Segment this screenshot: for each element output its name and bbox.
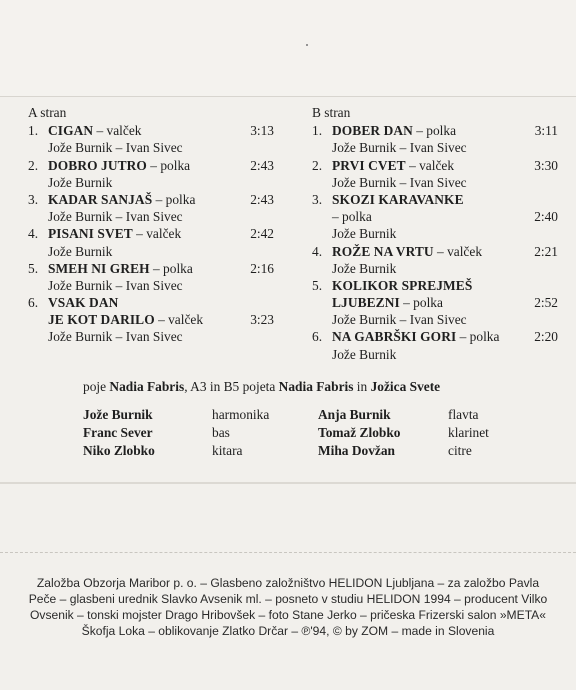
divider [0, 482, 576, 484]
track-number: 2. [28, 157, 39, 173]
track-credit: Jože Burnik – Ivan Sivec [48, 329, 183, 345]
track-number: 5. [28, 260, 39, 276]
track-title [332, 328, 499, 345]
musician-instrument: kitara [212, 443, 243, 458]
vocalist-name: Jožica Svete [370, 379, 441, 394]
musician-instrument: flavta [448, 407, 479, 422]
track-credit-row [28, 208, 278, 225]
track-duration: 2:52 [534, 295, 558, 311]
footer-line: Ovsenik – tonski mojster Drago Hribovšek – foto Stane Jerko – pričeska Frizerski salon »META« [30, 608, 546, 622]
musician-instrument: bas [212, 425, 230, 440]
track-title-row [312, 191, 562, 208]
song-name: DOBRO JUTRO [48, 157, 147, 173]
track-credit-row [312, 225, 562, 242]
track-entry [28, 225, 278, 259]
side-a-title: A stran [28, 105, 67, 120]
song-genre: – valček [405, 157, 455, 173]
track-title [332, 277, 472, 294]
footer-line: Založba Obzorja Maribor p. o. – Glasbeno založništvo HELIDON Ljubljana – za založbo Pavla [36, 576, 540, 590]
track-title-row [28, 311, 278, 328]
side-b-tracklist [312, 104, 562, 363]
track-entry [312, 328, 562, 362]
song-genre: – valček [132, 226, 182, 242]
footer-line: Škofja Loka – oblikovanje Zlatko Drčar – ℗'94, © by ZOM – made in Slovenia [81, 624, 495, 638]
track-number: 6. [312, 329, 323, 345]
track-credit: Jože Burnik [332, 260, 397, 276]
track-number: 2. [312, 157, 323, 173]
track-credit-row [312, 174, 562, 191]
track-title-row [312, 243, 562, 260]
track-duration: 3:11 [534, 123, 558, 139]
track-credit: Jože Burnik [48, 243, 113, 259]
track-entry [312, 122, 562, 156]
track-credit: Jože Burnik – Ivan Sivec [48, 209, 183, 225]
track-credit: Jože Burnik – Ivan Sivec [48, 140, 183, 156]
song-name: PISANI SVET [48, 226, 133, 242]
track-title [332, 208, 372, 225]
track-credit-row [312, 346, 562, 363]
track-title-row [312, 328, 562, 345]
track-credit-row [312, 311, 562, 328]
track-title [332, 243, 482, 260]
musician-instrument: citre [448, 443, 472, 458]
dust-speck [306, 44, 308, 46]
track-title [332, 294, 443, 311]
track-duration: 3:13 [250, 123, 274, 139]
track-credit: Jože Burnik – Ivan Sivec [48, 277, 183, 293]
track-title-row [28, 157, 278, 174]
song-genre: – polka [149, 260, 193, 276]
song-name: DOBER DAN [332, 123, 413, 139]
track-title-row [28, 191, 278, 208]
track-duration: 2:20 [534, 329, 558, 345]
track-duration: 2:43 [250, 157, 274, 173]
song-name: SKOZI KARAVANKE [332, 191, 464, 207]
track-number: 4. [312, 243, 323, 259]
track-title-row [312, 122, 562, 139]
track-title-row [28, 225, 278, 242]
track-credit: Jože Burnik [332, 226, 397, 242]
track-title-row [312, 277, 562, 294]
musician-name: Miha Dovžan [318, 443, 395, 458]
track-number: 3. [312, 191, 323, 207]
song-name: VSAK DAN [48, 295, 119, 311]
track-credit-row [28, 243, 278, 260]
track-duration: 2:21 [534, 243, 558, 259]
track-title [48, 260, 193, 277]
track-duration: 2:16 [250, 260, 274, 276]
track-title-row [312, 294, 562, 311]
song-genre: – valček [433, 243, 483, 259]
track-entry [312, 277, 562, 329]
song-genre: – polka [152, 191, 196, 207]
blank-top-panel [0, 0, 576, 96]
song-name: NA GABRŠKI GORI [332, 329, 457, 345]
track-duration: 2:40 [534, 209, 558, 225]
track-entry [28, 294, 278, 346]
track-credit-row [28, 174, 278, 191]
track-entry [312, 157, 562, 191]
track-number: 4. [28, 226, 39, 242]
vocalist-name: Nadia Fabris [278, 379, 354, 394]
track-number: 1. [312, 123, 323, 139]
track-entry [28, 191, 278, 225]
vocalists-mid: , A3 in B5 pojeta [184, 379, 279, 394]
track-title [48, 191, 195, 208]
track-number: 6. [28, 295, 39, 311]
track-title [332, 122, 456, 139]
track-duration: 2:43 [250, 191, 274, 207]
song-name: LJUBEZNI [332, 295, 400, 311]
musician-name: Tomaž Zlobko [318, 425, 401, 440]
side-a-tracklist [28, 104, 278, 346]
track-credit: Jože Burnik – Ivan Sivec [332, 312, 467, 328]
vocalists-line [83, 379, 563, 395]
track-title-row [28, 294, 278, 311]
track-title [48, 122, 141, 139]
song-genre: – polka [456, 329, 500, 345]
track-credit: Jože Burnik [48, 174, 113, 190]
track-entry [28, 260, 278, 294]
track-credit: Jože Burnik – Ivan Sivec [332, 174, 467, 190]
track-title [48, 157, 190, 174]
side-a-tracks [28, 122, 278, 345]
song-genre: – valček [154, 312, 204, 328]
credits-footer [20, 575, 556, 639]
track-credit-row [28, 277, 278, 294]
song-genre: – valček [93, 123, 142, 139]
song-genre: – polka [412, 123, 457, 139]
footer-line: Peče – glasbeni urednik Slavko Avsenik ml. – posneto v studiu HELIDON 1994 – producent Vilko [28, 592, 548, 606]
track-credit: Jože Burnik – Ivan Sivec [332, 140, 467, 156]
musician-name: Jože Burnik [83, 407, 153, 422]
side-b-tracks [312, 122, 562, 363]
track-duration: 3:23 [250, 312, 274, 328]
track-entry [312, 243, 562, 277]
track-title [48, 225, 181, 242]
vocalists-prefix: poje [83, 379, 110, 394]
track-title [332, 191, 464, 208]
track-title-row [28, 260, 278, 277]
vocalists-and: in [353, 379, 371, 394]
musician-instrument: klarinet [448, 425, 489, 440]
song-name: KADAR SANJAŠ [48, 191, 153, 207]
musician-instrument: harmonika [212, 407, 270, 422]
song-name: SMEH NI GREH [48, 260, 150, 276]
track-title-row [312, 157, 562, 174]
track-credit-row [312, 139, 562, 156]
song-name: ROŽE NA VRTU [332, 243, 434, 259]
track-number: 3. [28, 191, 39, 207]
song-genre: – polka [399, 295, 443, 311]
track-title-row [312, 208, 562, 225]
song-genre: – polka [146, 157, 191, 173]
fold-line [0, 96, 576, 97]
track-title [332, 157, 454, 174]
track-entry [28, 122, 278, 156]
track-entry [312, 191, 562, 243]
vocalist-name: Nadia Fabris [109, 379, 185, 394]
track-credit: Jože Burnik [332, 346, 397, 362]
track-title [48, 311, 203, 328]
track-entry [28, 157, 278, 191]
track-title [48, 294, 118, 311]
song-name: KOLIKOR SPREJMEŠ [332, 277, 473, 293]
track-number: 1. [28, 123, 39, 139]
song-genre: – polka [332, 209, 372, 225]
track-number: 5. [312, 277, 323, 293]
track-credit-row [312, 260, 562, 277]
song-name: CIGAN [48, 123, 94, 139]
track-duration: 2:42 [250, 226, 274, 242]
side-b-title: B stran [312, 105, 351, 120]
musician-name: Franc Sever [83, 425, 153, 440]
song-name: JE KOT DARILO [48, 312, 155, 328]
divider [0, 552, 576, 553]
track-credit-row [28, 139, 278, 156]
musician-name: Niko Zlobko [83, 443, 155, 458]
track-duration: 3:30 [534, 157, 558, 173]
musician-name: Anja Burnik [318, 407, 391, 422]
track-credit-row [28, 328, 278, 345]
song-name: PRVI CVET [332, 157, 406, 173]
track-title-row [28, 122, 278, 139]
